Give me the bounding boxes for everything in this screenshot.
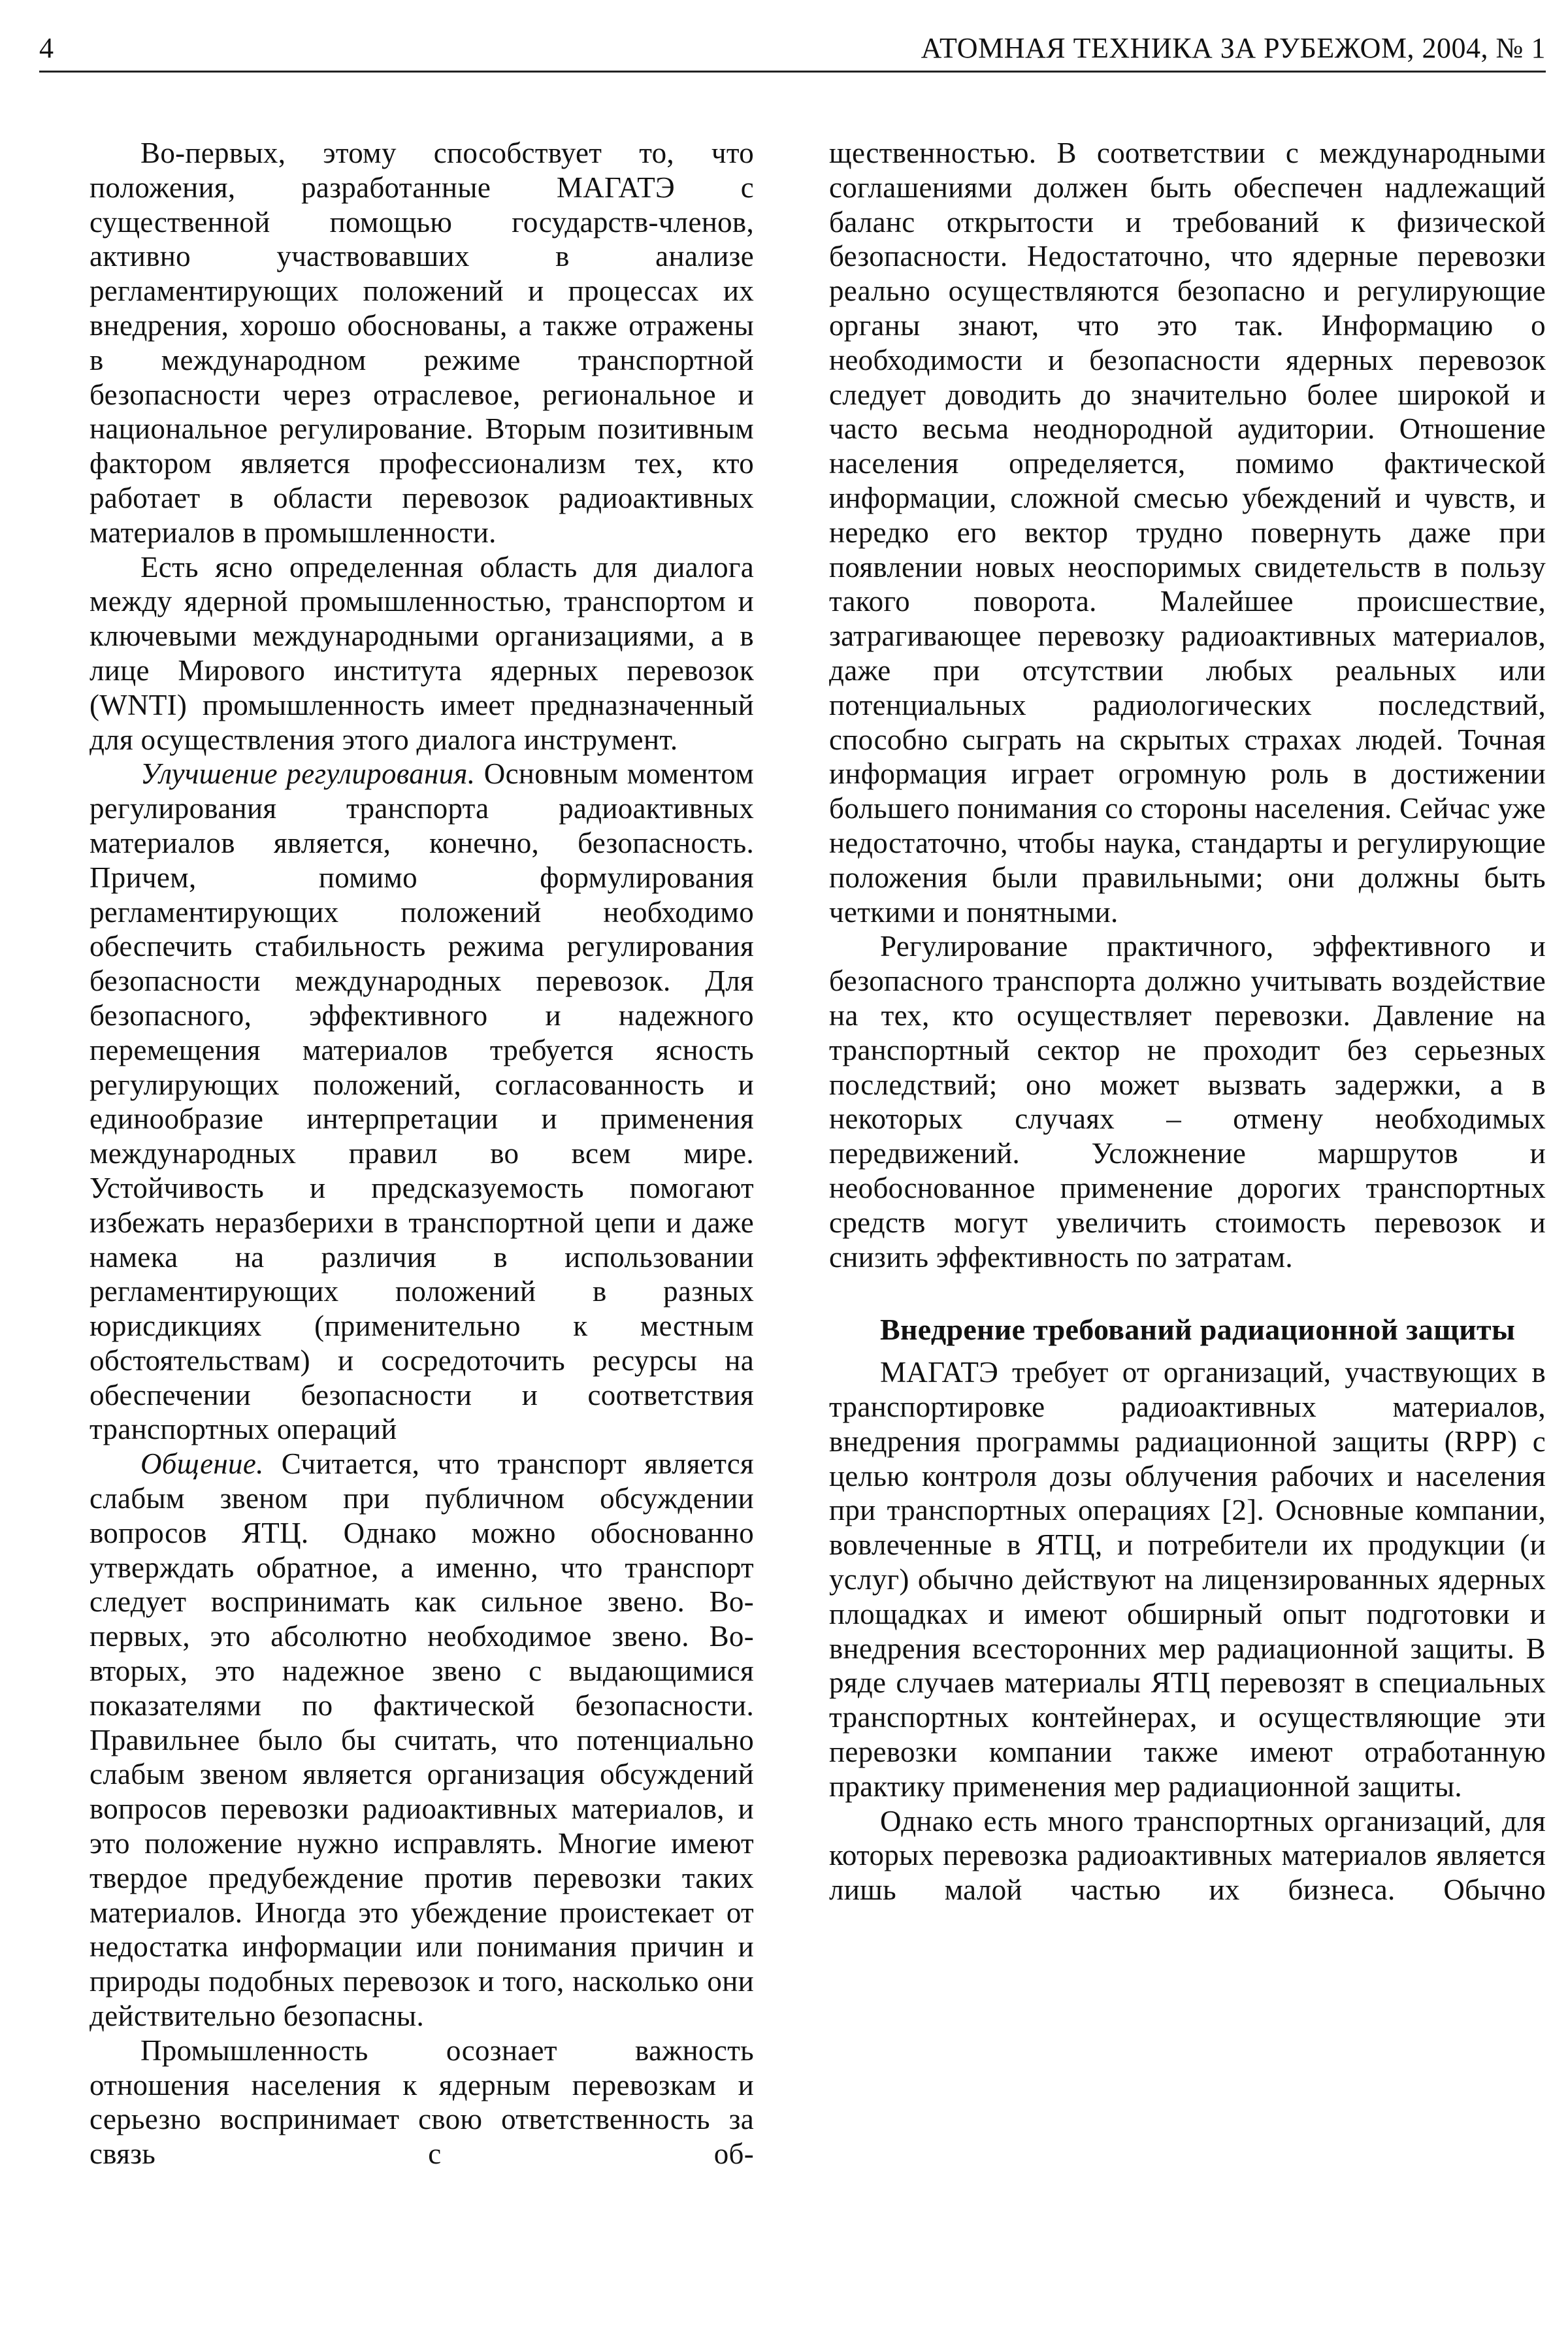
paragraph-text: Основным моментом регулирования транспорта радиоактивных материалов является, конечно, безопасность. Причем, помимо формулирования регламентирующих положений необходимо обеспечить стабильность режима регулирования безопасности международных перевозок. Для безопасного, эффективного и надежного перемещения материалов требуется ясность регулирующих положений, согласованность и единообразие интерпретации и применения международных правил во всем мире. Устойчивость и предсказуемость помогают избежать неразберихи в транспортной цепи и даже намека на различия в использовании регламентирующих положений в разных юрисдикциях (применительно к местным обстоятельствам) и сосредоточить ресурсы на обеспечении безопасности и соответствия транспортных операций xyxy=(90,757,754,1446)
paragraph: Регулирование практичного, эффективного и безопасного транспорта должно учитывать воздействие на тех, кто осуществляет перевозки. Давление на транспортный сектор не проходит без серьезных последствий; оно может вызвать задержки, а в некоторых случаях – отмену необходимых передвижений. Усложнение маршрутов и необоснованное применение дорогих транспортных средств могут увеличить стоимость перевозок и снизить эффективность по затратам. xyxy=(829,930,1546,1274)
running-header xyxy=(39,26,1546,73)
paragraph: Однако есть много транспортных организаций, для которых перевозка радиоактивных материалов является лишь малой частью их бизнеса. Обычно xyxy=(829,1804,1546,1907)
paragraph xyxy=(90,757,754,1447)
right-column xyxy=(829,136,1546,1907)
paragraph: Промышленность осознает важность отношения населения к ядерным перевозкам и серьезно воспринимает свою ответственность за связь с об- xyxy=(90,2033,754,2171)
paragraph: Во-первых, этому способствует то, что положения, разработанные МАГАТЭ с существенной помощью государств-членов, активно участвовавших в анализе регламентирующих положений и процессах их внедрения, хорошо обоснованы, а также отражены в международном режиме транспортной безопасности через отраслевое, региональное и национальное регулирование. Вторым позитивным фактором является профессионализм тех, кто работает в области перевозок радиоактивных материалов в промышленности. xyxy=(90,137,754,549)
journal-title: АТОМНАЯ ТЕХНИКА ЗА РУБЕЖОМ, 2004, № 1 xyxy=(921,32,1546,64)
left-column xyxy=(90,136,754,2171)
paragraph: МАГАТЭ требует от организаций, участвующих в транспортировке радиоактивных материалов, внедрения программы радиационной защиты (RPP) с целью контроля дозы облучения рабочих и населения при транспортных операциях [2]. Основные компании, вовлеченные в ЯТЦ, и потребители их продукции (и услуг) обычно действуют на лицензированных ядерных площадках и имеют обширный опыт подготовки и внедрения всесторонних мер радиационной защиты. В ряде случаев материалы ЯТЦ перевозят в специальных транспортных контейнерах, и осуществляющие эти перевозки компании также имеют отработанную практику применения мер радиационной защиты. xyxy=(829,1356,1546,1803)
paragraph: щественностью. В соответствии с международными соглашениями должен быть обеспечен надлежащий баланс открытости и требований к физической безопасности. Недостаточно, что ядерные перевозки реально осуществляются безопасно и регулирующие органы знают, что это так. Информацию о необходимости и безопасности ядерных перевозок следует доводить до значительно более широкой и часто весьма неоднородной аудитории. Отношение населения определяется, помимо фактической информации, сложной смесью убеждений и чувств, и нередко его вектор трудно повернуть даже при появлении новых неоспоримых свидетельств в пользу такого поворота. Малейшее происшествие, затрагивающее перевозку радиоактивных материалов, даже при отсутствии любых реальных или потенциальных радиологических последствий, способно сыграть на скрытых страхах людей. Точная информация играет огромную роль в достижении большего понимания со стороны населения. Сейчас уже недостаточно, чтобы наука, стандарты и регулирующие положения были правильными; они должны быть четкими и понятными. xyxy=(829,137,1546,929)
paragraph-text: Считается, что транспорт является слабым звеном при публичном обсуждении вопросов ЯТЦ. Однако можно обоснованно утверждать обратное, а именно, что транспорт следует воспринимать как сильное звено. Во-первых, это абсолютно необходимое звено. Во-вторых, это надежное звено с выдающимися показателями по фактической безопасности. Правильнее было бы считать, что потенциально слабым звеном является организация обсуждений вопросов перевозки радиоактивных материалов, и это положение нужно исправлять. Многие имеют твердое предубеждение против перевозки таких материалов. Иногда это убеждение проистекает от недостатка информации или понимания причин и природы подобных перевозок и того, насколько они действительно безопасны. xyxy=(90,1447,754,2033)
section-heading: Внедрение требований радиационной защиты xyxy=(880,1313,1516,1347)
page-number: 4 xyxy=(39,32,54,64)
run-in-heading: Улучшение регулирования. xyxy=(140,757,476,791)
paragraph: Есть ясно определенная область для диалога между ядерной промышленностью, транспортом и ключевыми международными организациями, а в лице Мирового института ядерных перевозок (WNTI) промышленность имеет предназначенный для осуществления этого диалога инструмент. xyxy=(90,550,754,756)
run-in-heading: Общение. xyxy=(140,1447,264,1481)
paragraph xyxy=(90,1447,754,2033)
